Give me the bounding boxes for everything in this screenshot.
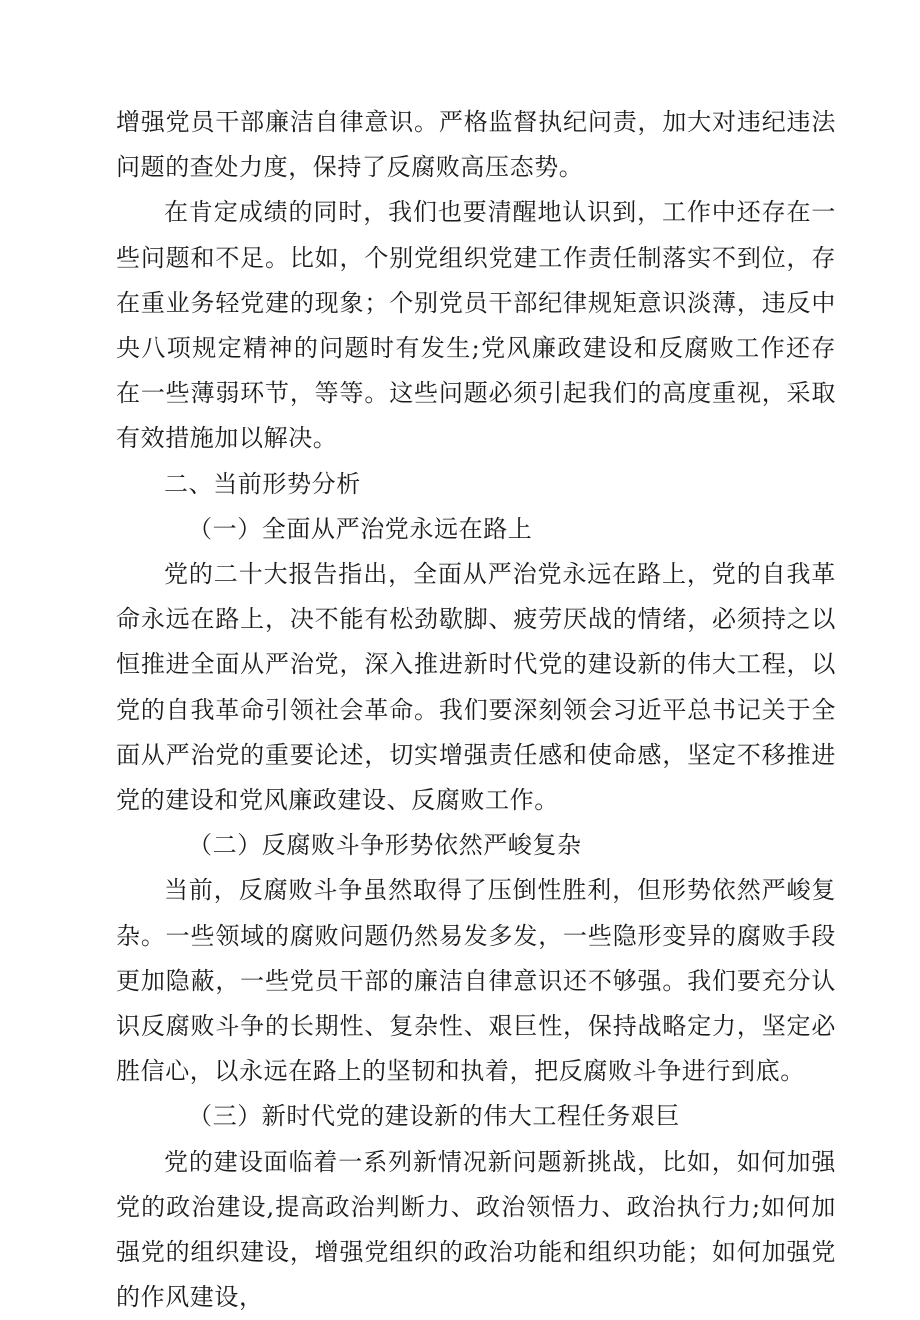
- subheading-1: （一）全面从严治党永远在路上: [188, 514, 533, 543]
- document-body: [116, 100, 836, 1320]
- subheading-3: （三）新时代党的建设新的伟大工程任务艰巨: [188, 1102, 680, 1131]
- paragraph-party-building: 党的建设面临着一系列新情况新问题新挑战，比如，如何加强党的政治建设,提高政治判断力、政治领悟力、政治执行力;如何加强党的组织建设，增强党组织的政治功能和组织功能；如何加强党的作风建设，: [116, 1147, 836, 1312]
- paragraph-problems: 在肯定成绩的同时，我们也要清醒地认识到，工作中还存在一些问题和不足。比如，个别党组织党建工作责任制落实不到位，存在重业务轻党建的现象；个别党员干部纪律规矩意识淡薄，违反中央八项规定精神的问题时有发生;党风廉政建设和反腐败工作还存在一些薄弱环节，等等。这些问题必须引起我们的高度重视，采取有效措施加以解决。: [116, 198, 836, 453]
- paragraph-continued: 增强党员干部廉洁自律意识。严格监督执纪问责，加大对违纪违法问题的查处力度，保持了反腐败高压态势。: [116, 108, 836, 182]
- subheading-2: （二）反腐败斗争形势依然严峻复杂: [188, 831, 582, 860]
- paragraph-anti-corruption: 当前，反腐败斗争虽然取得了压倒性胜利，但形势依然严峻复杂。一些领域的腐败问题仍然易发多发，一些隐形变异的腐败手段更加隐蔽，一些党员干部的廉洁自律意识还不够强。我们要充分认识反腐败斗争的长期性、复杂性、艰巨性，保持战略定力，坚定必胜信心，以永远在路上的坚韧和执着，把反腐败斗争进行到底。: [116, 876, 836, 1086]
- section-heading-situation-analysis: 二、当前形势分析: [164, 469, 361, 498]
- paragraph-strict-governance: 党的二十大报告指出，全面从严治党永远在路上，党的自我革命永远在路上，决不能有松劲歇脚、疲劳厌战的情绪，必须持之以恒推进全面从严治党，深入推进新时代党的建设新的伟大工程，以党的自我革命引领社会革命。我们要深刻领会习近平总书记关于全面从严治党的重要论述，切实增强责任感和使命感，坚定不移推进党的建设和党风廉政建设、反腐败工作。: [116, 560, 836, 815]
